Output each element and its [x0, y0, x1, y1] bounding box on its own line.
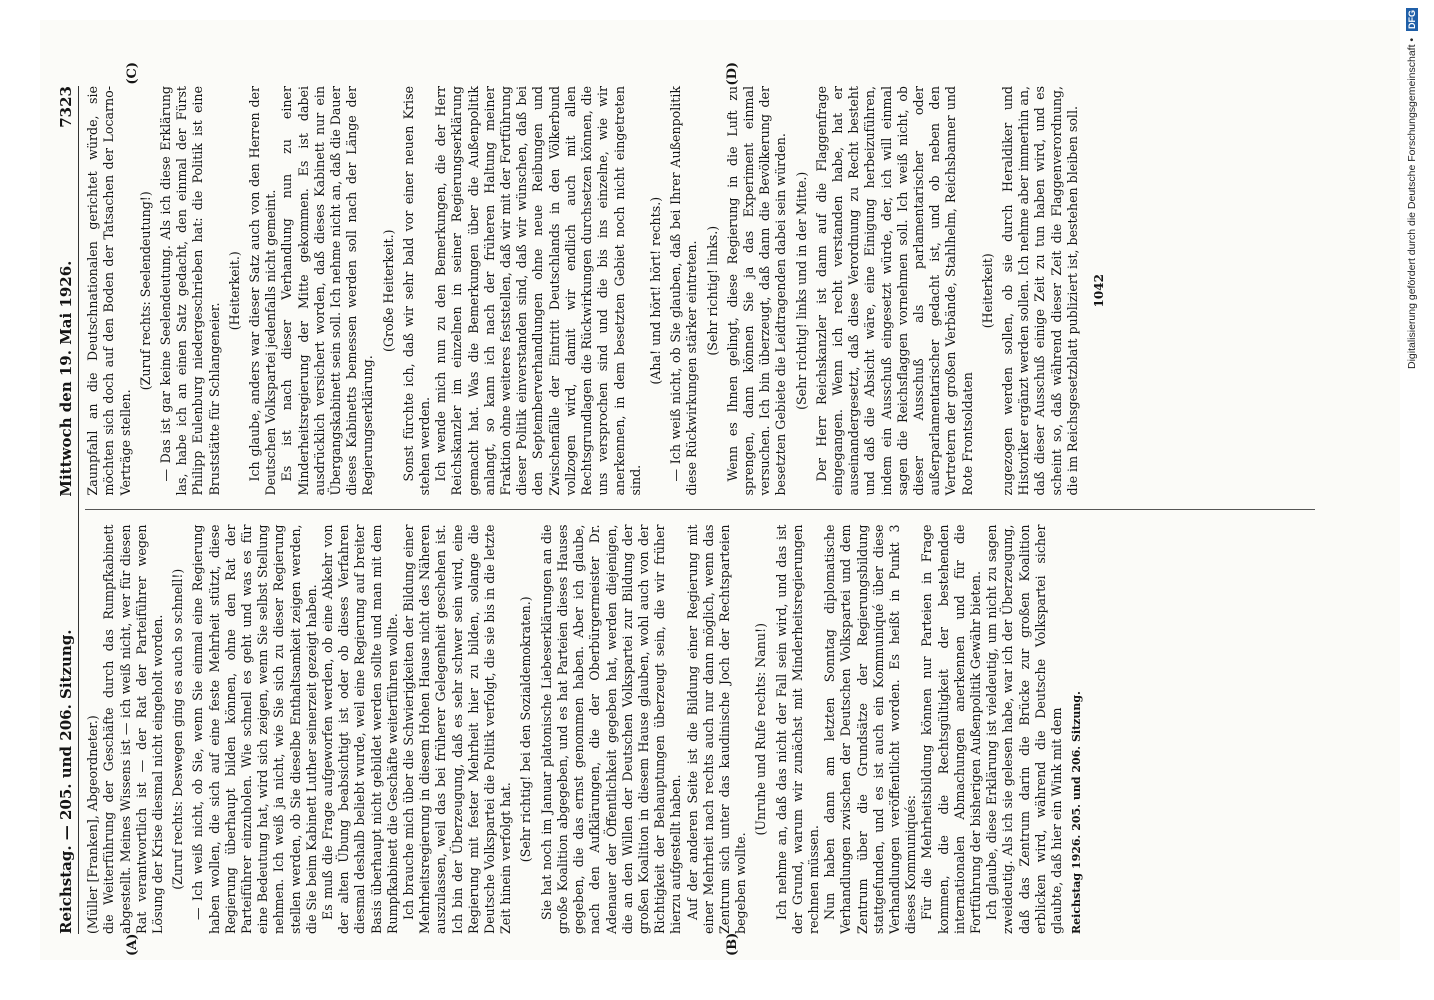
- column-divider: [85, 510, 1315, 511]
- margin-letter-d: (D): [725, 62, 741, 86]
- paragraph: die Weiterführung der Geschäfte durch das Rumpfkabinett abgestellt. Meines Wissens ist — ich weiß nicht, wer für diesen Rat verantwortlich ist — der Rat der Parteiführer wegen Lösung der Krise diesmal nicht eingeholt worden.: [101, 524, 166, 934]
- paragraph: Nun haben dann am letzten Sonntag diplomatische Verhandlungen zwischen der Deutschen Volkspartei und dem Zentrum über die Grundsätze der Regierungsbildung stattgefunden, und es ist auch ein Kommuniqué über diese Verhandlungen veröffentlicht worden. Es heißt in Punkt 3 dieses Kommuniqués:: [822, 524, 919, 934]
- interjection: (Zuruf rechts: Deswegen ging es auch so schnell!): [170, 568, 186, 890]
- margin-letter-b: (B): [725, 932, 741, 956]
- paragraph: Sonst fürchte ich, daß wir sehr bald vor einer neuen Krise stehen werden.: [400, 86, 433, 496]
- footer-left: Reichstag 1926. 205. und 206. Sitzung.: [1070, 691, 1084, 934]
- header-date: Mittwoch den 19. Mai 1926.: [57, 260, 75, 497]
- paragraph: Ich nehme an, daß das nicht der Fall sein wird, und das ist der Grund, warum wir zunächst mit Minderheitsregierungen rechnen müssen.: [773, 524, 821, 934]
- paragraph: Ich brauche mich über die Schwierigkeiten der Bildung einer Mehrheitsregierung in diesem Hohen Hause nicht des Näheren auszulassen, weil das bei früherer Gelegenheit geschehen ist. Ich bin der Überzeugung, daß es sehr schwer sein wird, eine Regierung mit fester Mehrheit hier zu bilden, solange die Deutsche Volkspartei die Politik verfolgt, die sie bis in die letzte Zeit hinein verfolgt hat.: [401, 524, 514, 934]
- interjection: (Sehr richtig! links und in der Mitte.): [793, 171, 809, 410]
- header-left: Reichstag. — 205. und 206. Sitzung.: [57, 629, 75, 934]
- interjection: (Zuruf rechts: Seelendeutung!): [137, 191, 153, 391]
- interjection: (Heiterkeit.): [226, 251, 242, 331]
- paragraph: Zaunpfahl an die Deutschnationalen gerichtet würde, sie möchten sich doch auf den Boden der Tatsachen der Locarno-Verträge stellen.: [85, 86, 133, 496]
- interjection: (Sehr richtig! bei den Sozialdemokraten.): [518, 596, 534, 863]
- credit-label: Digitalisierung gefördert durch die Deutsche Forschungsgemeinschaft •: [1406, 37, 1418, 370]
- interjection: (Aha! und hört! hört! rechts.): [647, 196, 663, 385]
- speaker-line: (Müller [Franken], Abgeordneter.): [85, 715, 101, 934]
- paragraph: — Ich weiß nicht, ob Sie glauben, daß bei Ihrer Außenpolitik diese Rückwirkungen stärker eintreten.: [668, 86, 700, 496]
- paragraph: Ich glaube, diese Erklärung ist vieldeutig, um nicht zu sagen zweideutig. Als ich sie gelesen habe, war ich der Überzeugung, daß das Zentrum darin die Brücke zur großen Koalition erblicken wird, während die Deutsche Volkspartei sicher glaubte, daß hier ein Wink mit dem: [984, 524, 1064, 934]
- paragraph: zugezogen werden sollen, ob sie durch Heraldiker und Historiker ergänzt werden sollen. Ich nehme aber immerhin an, daß dieser Ausschuß einige Zeit zu tun haben wird, und es scheint so, daß während dieser Zeit die Flaggenverordnung, die im Reichsgesetzblatt publiziert ist, bestehen bleiben soll.: [999, 86, 1080, 496]
- paragraph: Der Herr Reichskanzler ist dann auf die Flaggenfrage eingegangen. Wenn ich recht verstanden habe, hat er auseinandergesetzt, daß diese Verordnung zu Recht besteht und daß die Absicht wäre, eine Einigung herbeizuführen, indem ein Ausschuß eingesetzt würde, der, ich will einmal sagen die Reichsflaggen vornehmen soll. Ich weiß nicht, ob dieser Ausschuß als parlamentarischer oder außerparlamentarischer gedacht ist, und ob neben den Vertretern der großen Verbände, Stahlhelm, Reichsbanner und Rote Frontsoldaten: [813, 86, 975, 496]
- text-columns: [85, 62, 1315, 956]
- margin-letter-a: (A): [125, 933, 141, 956]
- interjection: (Unruhe und Rufe rechts: Nanu!): [753, 623, 769, 836]
- quoted-paragraph: Für die Mehrheitsbildung können nur Parteien in Frage kommen, die die Rechtsgültigkeit der bestehenden internationalen Abmachungen anerkennen und für die Fortführung der bisherigen Außenpolitik Gewähr bieten.: [919, 524, 983, 934]
- paragraph: Es muß die Frage aufgeworfen werden, ob eine Abkehr von der alten Übung beabsichtigt ist oder ob dieses Verfahren diesmal deshalb beliebt wurde, weil eine Regierung auf breiter Basis überhaupt nicht gebildet werden sollte und man mit dem Rumpfkabinett die Geschäfte weiterführen wollte.: [320, 524, 400, 934]
- paragraph: Auf der anderen Seite ist die Bildung einer Regierung mit einer Mehrheit nach rechts auch nur dann möglich, wenn das Zentrum sich unter das kaudinische Joch der Rechtsparteien begeben wollte.: [684, 524, 749, 934]
- interjection: (Heiterkeit): [979, 253, 995, 329]
- paragraph: — Das ist gar keine Seelendeutung. Als ich diese Erklärung las, habe ich an einen Satz gedacht, den einmal der Fürst Philipp Eulenburg niedergeschrieben hat: die Politik ist eine Bruststätte für Schlangeneier.: [158, 86, 222, 496]
- left-column: [85, 524, 1315, 956]
- paragraph: Ich wende mich nun zu den Bemerkungen, die der Herr Reichskanzler im einzelnen in seiner Regierungserklärung gemacht hat. Was die Bemerkungen über die Außenpolitik anlangt, so kann ich nach der früheren Haltung meiner Fraktion ohne weiteres feststellen, daß wir mit der Fortführung dieser Politik einverstanden sind, daß wir wünschen, daß bei den Septemberverhandlungen ohne neue Reibungen und Zwischenfälle der Eintritt Deutschlands in den Völkerbund vollzogen wird, damit wir endlich auch mit allen Rechtsgrundlagen die Rückwirkungen durchsetzen können, die uns versprochen sind und die bis ins einzelne, wie wir anerkennen, in dem besetzten Gebiet noch nicht eingetreten sind.: [433, 86, 643, 496]
- credit-text: [1406, 8, 1418, 988]
- margin-letter-c: (C): [125, 62, 141, 85]
- running-head: [58, 86, 79, 934]
- scanned-page: [40, 20, 1410, 960]
- right-column: [85, 62, 1315, 496]
- sheet-number: 1042: [1091, 274, 1106, 308]
- paragraph: Es ist nach dieser Verhandlung nun zu einer Minderheitsregierung der Mitte gekommen. Es ist dabei ausdrücklich versichert worden, daß dieses Kabinett nur ein Übergangskabinett sein soll. Ich nehme nicht an, daß die Dauer dieses Kabinetts bemessen werden soll nach der Länge der Regierungserklärung.: [279, 86, 376, 496]
- dfg-logo-icon: DFG: [1407, 10, 1417, 29]
- paragraph: Sie hat noch im Januar platonische Liebeserklärungen an die große Koalition abgegeben, und es hat Parteien dieses Hauses gegeben, die das ernst genommen haben. Aber ich glaube, nach den Aufklärungen, die der Oberbürgermeister Dr. Adenauer der Öffentlichkeit gegeben hat, werden diejenigen, die an den Willen der Deutschen Volkspartei zur Bildung der großen Koalition in diesem Hause glauben, wohl auch von der Richtigkeit der Behauptungen überzeugt sein, die wir früher hierzu aufgestellt haben.: [538, 524, 684, 934]
- paragraph: — Ich weiß nicht, ob Sie, wenn Sie einmal eine Regierung haben wollen, die sich auf eine feste Mehrheit stützt, diese Regierung überhaupt bilden können, ohne den Rat der Parteiführer einzuholen. Wie schnell es geht und was es für eine Bedeutung hat, wird sich zeigen, wenn Sie selbst Stellung nehmen. Ich weiß ja nicht, wie Sie sich zu dieser Regierung stellen werden, ob Sie dieselbe Enthaltsamkeit zeigen werden, die Sie beim Kabinett Luther seinerzeit gezeigt haben.: [190, 524, 319, 934]
- paragraph: Ich glaube, anders war dieser Satz auch von den Herren der Deutschen Volkspartei jedenfalls nicht gemeint.: [247, 86, 279, 496]
- interjection: (Große Heiterkeit.): [380, 229, 396, 353]
- page-number: 7323: [57, 86, 75, 128]
- interjection: (Sehr richtig! links.): [704, 225, 720, 356]
- digitization-credit: [1400, 0, 1434, 1000]
- rotated-page-content: [40, 60, 1400, 960]
- paragraph: Wenn es Ihnen gelingt, diese Regierung in die Luft zu sprengen, dann können Sie ja das Experiment einmal versuchen. Ich bin überzeugt, daß dann die Bevölkerung der besetzten Gebiete die Leidtragenden dabei sein würden.: [724, 86, 789, 496]
